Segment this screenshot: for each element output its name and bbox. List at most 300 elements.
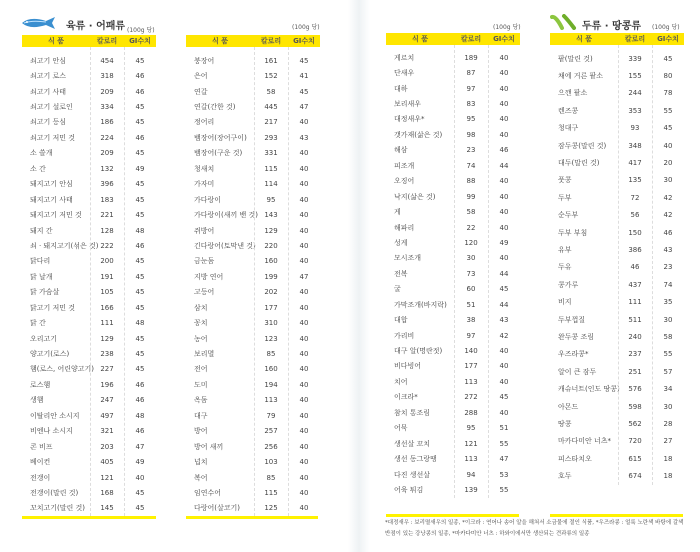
calories: 247: [100, 396, 114, 405]
column-divider: [90, 47, 91, 516]
gi-value: 45: [135, 288, 145, 297]
calories: 200: [100, 257, 114, 266]
food-name: 게르치: [394, 53, 415, 62]
calories: 220: [264, 241, 278, 250]
food-name: 닭 가슴살: [30, 288, 60, 297]
food-name: 뱀장어(구운 것): [194, 149, 243, 158]
table-row: [550, 120, 684, 137]
calorie-table-3: [386, 33, 520, 498]
calories: 115: [264, 164, 278, 173]
gi-value: 45: [499, 393, 509, 402]
gi-value: 58: [663, 332, 673, 341]
table-row: [186, 362, 320, 377]
unit-label: (100g 당): [493, 24, 521, 31]
gi-value: 40: [663, 141, 673, 150]
table-row: [550, 467, 684, 484]
food-name: 농어: [194, 334, 208, 343]
food-name: 방어 새끼: [194, 442, 224, 451]
calories: 72: [630, 193, 640, 202]
calories: 160: [264, 257, 278, 266]
food-name: 이탈리안 소시지: [30, 411, 80, 420]
table-row: [22, 285, 156, 300]
calories: 562: [628, 419, 642, 428]
gi-value: 46: [135, 396, 145, 405]
calories: 224: [100, 133, 114, 142]
calories: 183: [100, 195, 114, 204]
gi-value: 40: [499, 177, 509, 186]
calories: 177: [464, 362, 478, 371]
food-name: 전어: [194, 365, 208, 374]
food-name: 피스타치오: [558, 454, 592, 463]
food-name: 쥐방어: [194, 226, 215, 235]
calories: 161: [264, 56, 278, 65]
food-name: 땅콩: [558, 419, 572, 428]
column-divider: [288, 47, 289, 516]
table-row: [186, 130, 320, 145]
table-row: [22, 501, 156, 516]
calories: 209: [100, 149, 114, 158]
table-row: [550, 85, 684, 102]
table-row: [386, 390, 520, 405]
calories: 120: [464, 238, 478, 247]
gi-value: 40: [299, 458, 309, 467]
calories: 186: [100, 118, 114, 127]
gi-value: 40: [499, 53, 509, 62]
food-name: 전갱이(말린 것): [30, 488, 79, 497]
gi-value: 45: [135, 211, 145, 220]
calories: 196: [100, 380, 114, 389]
gi-value: 55: [663, 350, 673, 359]
calories: 129: [264, 226, 278, 235]
food-name: 다진 생선살: [394, 470, 431, 479]
calories: 121: [100, 473, 114, 482]
food-name: 양고기(로스): [30, 350, 70, 359]
table-row: [186, 501, 320, 516]
gi-value: 43: [663, 245, 673, 254]
calories: 396: [100, 180, 114, 189]
table-row: [22, 470, 156, 485]
calories: 140: [464, 347, 478, 356]
gi-value: 45: [663, 124, 673, 133]
table-row: [22, 238, 156, 253]
unit-label: (100g 당): [292, 24, 320, 31]
header-kcal: 칼로리: [624, 35, 646, 43]
food-name: 호두: [558, 472, 572, 481]
column-divider: [652, 45, 653, 485]
gi-value: 40: [299, 473, 309, 482]
unit-label: (100g 당): [127, 27, 155, 34]
calories: 160: [264, 365, 278, 374]
gi-value: 30: [663, 402, 673, 411]
food-name: 비엔나 소시지: [30, 427, 73, 436]
gi-value: 46: [135, 380, 145, 389]
gi-value: 40: [299, 257, 309, 266]
calories: 143: [264, 211, 278, 220]
table-row: [550, 433, 684, 450]
table-row: [550, 276, 684, 293]
gi-value: 40: [499, 208, 509, 217]
calories: 125: [264, 504, 278, 513]
calories: 445: [264, 103, 278, 112]
food-name: 돼지 간: [30, 226, 53, 235]
food-name: 모시조개: [394, 254, 422, 263]
gi-value: 40: [499, 84, 509, 93]
table-row: [550, 293, 684, 310]
gi-value: 45: [135, 118, 145, 127]
table-row: [186, 68, 320, 83]
table-row: [22, 454, 156, 469]
table-row: [22, 269, 156, 284]
calories: 155: [628, 72, 642, 81]
food-name: 전갱이: [30, 473, 51, 482]
food-name: 쇠고기 설로인: [30, 103, 73, 112]
food-name: 쇠고기 사태: [30, 87, 67, 96]
calories: 272: [464, 393, 478, 402]
gi-value: 40: [299, 303, 309, 312]
calories: 95: [266, 195, 276, 204]
calories: 113: [464, 455, 478, 464]
table-row: [386, 65, 520, 80]
gi-value: 34: [663, 385, 673, 394]
gi-value: 47: [135, 442, 145, 451]
gi-value: 45: [135, 272, 145, 281]
calories: 166: [100, 303, 114, 312]
food-name: 정어리: [194, 118, 215, 127]
calories: 720: [628, 437, 642, 446]
food-name: 쇠 · 돼지고기(섞은 것): [30, 241, 99, 250]
food-name: 쇠고기 로스: [30, 72, 67, 81]
food-name: 생햄: [30, 396, 44, 405]
gi-value: 18: [663, 472, 673, 481]
calories: 437: [628, 280, 642, 289]
food-name: 닭 간: [30, 319, 46, 328]
food-name: 어묵: [394, 424, 408, 433]
calories: 417: [628, 159, 642, 168]
calories: 177: [264, 303, 278, 312]
table-row: [550, 102, 684, 119]
table-row: [186, 192, 320, 207]
food-name: 낙지(삶은 것): [394, 192, 436, 201]
table-row: [550, 50, 684, 67]
table-row: [550, 328, 684, 345]
gi-value: 40: [135, 473, 145, 482]
calories: 386: [628, 245, 642, 254]
header-food: 식 품: [48, 37, 64, 45]
gi-value: 40: [499, 69, 509, 78]
table-row: [186, 177, 320, 192]
food-name: 돼지고기 안심: [30, 180, 73, 189]
gi-value: 44: [499, 161, 509, 170]
table-row: [386, 266, 520, 281]
food-name: 두부: [558, 193, 572, 202]
calories: 497: [100, 411, 114, 420]
calories: 321: [100, 427, 114, 436]
gi-value: 40: [499, 100, 509, 109]
table-row: [550, 346, 684, 363]
section-title-legumes-nuts: 두류 · 땅콩류: [582, 21, 642, 32]
unit-label: (100g 당): [652, 24, 680, 31]
calories: 87: [466, 69, 476, 78]
food-name: 비다빙어: [394, 362, 422, 371]
calories: 310: [264, 319, 278, 328]
yellow-rule: [186, 516, 318, 519]
table-row: [550, 311, 684, 328]
food-name: 삼치: [194, 303, 208, 312]
table-row: [22, 393, 156, 408]
table-row: [550, 67, 684, 84]
table-row: [186, 454, 320, 469]
table-row: [22, 223, 156, 238]
food-name: 로스햄: [30, 380, 51, 389]
gi-value: 45: [135, 257, 145, 266]
food-name: 잠두콩(말린 것): [558, 141, 607, 150]
gi-value: 45: [135, 488, 145, 497]
food-name: 뱀장어(장어구이): [194, 133, 247, 142]
food-name: 연갈: [194, 87, 208, 96]
calories: 405: [100, 458, 114, 467]
table-row: [22, 115, 156, 130]
table-row: [22, 84, 156, 99]
gi-value: 23: [663, 263, 673, 272]
food-name: 긴다랑어(토막낸 것): [194, 241, 256, 250]
gi-value: 46: [135, 72, 145, 81]
table-row: [22, 315, 156, 330]
calories: 111: [100, 319, 114, 328]
header-kcal: 칼로리: [96, 37, 118, 45]
table-row: [186, 53, 320, 68]
table-row: [186, 377, 320, 392]
food-name: 가리비: [394, 331, 415, 340]
gi-value: 40: [299, 195, 309, 204]
gi-value: 40: [299, 211, 309, 220]
table-row: [186, 408, 320, 423]
gi-value: 57: [663, 367, 673, 376]
calories: 111: [628, 298, 642, 307]
food-name: 해파리: [394, 223, 415, 232]
gi-value: 55: [499, 485, 509, 494]
table-row: [386, 343, 520, 358]
gi-value: 27: [663, 437, 673, 446]
gi-value: 48: [135, 411, 145, 420]
food-name: 쇠고기 저민 것: [30, 133, 76, 142]
table-row: [550, 189, 684, 206]
table-row: [386, 220, 520, 235]
table-header: [386, 33, 520, 45]
table-header: [550, 33, 684, 45]
gi-value: 46: [499, 146, 509, 155]
food-name: 팥(말린 것): [558, 54, 593, 63]
table-row: [186, 84, 320, 99]
table-row: [550, 398, 684, 415]
gi-value: 53: [499, 470, 509, 479]
calories: 93: [630, 124, 640, 133]
food-name: 참치 통조림: [394, 408, 431, 417]
table-row: [386, 174, 520, 189]
gi-value: 51: [499, 424, 509, 433]
food-name: 닭 날개: [30, 272, 53, 281]
food-name: 생선살 꼬치: [394, 439, 431, 448]
food-name: 청새치: [194, 164, 215, 173]
calories: 194: [264, 380, 278, 389]
gi-value: 45: [135, 350, 145, 359]
calories: 94: [466, 470, 476, 479]
calories: 353: [628, 106, 642, 115]
calories: 129: [100, 334, 114, 343]
gi-value: 35: [663, 298, 673, 307]
table-row: [386, 112, 520, 127]
food-name: 이크라*: [394, 393, 418, 402]
calories: 331: [264, 149, 278, 158]
table-row: [22, 177, 156, 192]
gi-value: 46: [135, 133, 145, 142]
food-name: 두유: [558, 263, 572, 272]
gi-value: 40: [499, 223, 509, 232]
calories: 88: [466, 177, 476, 186]
food-name: 지방 연어: [194, 272, 224, 281]
calories: 152: [264, 72, 278, 81]
calories: 209: [100, 87, 114, 96]
table-row: [186, 238, 320, 253]
header-food: 식 품: [576, 35, 592, 43]
food-name: 게: [394, 208, 401, 217]
fish-icon: [20, 16, 58, 30]
gi-value: 49: [135, 458, 145, 467]
header-gi: GI수치: [493, 35, 515, 43]
food-name: 알이 큰 잠두: [558, 367, 597, 376]
calories: 244: [628, 89, 642, 98]
calories: 98: [466, 130, 476, 139]
food-name: 은어: [194, 72, 208, 81]
table-row: [386, 143, 520, 158]
calories: 191: [100, 272, 114, 281]
gi-value: 40: [299, 118, 309, 127]
gi-value: 45: [299, 56, 309, 65]
food-name: 우즈라콩*: [558, 350, 589, 359]
gi-value: 40: [299, 288, 309, 297]
food-name: 옥돔: [194, 396, 208, 405]
table-row: [22, 362, 156, 377]
table-row: [550, 137, 684, 154]
table-row: [186, 346, 320, 361]
gi-value: 55: [499, 439, 509, 448]
table-row: [386, 158, 520, 173]
gi-value: 46: [135, 241, 145, 250]
calories: 79: [266, 411, 276, 420]
food-name: 붕장어: [194, 56, 215, 65]
gi-value: 40: [299, 396, 309, 405]
column-divider: [618, 45, 619, 485]
gi-value: 45: [135, 504, 145, 513]
yellow-rule: [22, 516, 156, 519]
food-name: 캐슈너트(인도 땅콩): [558, 385, 620, 394]
gi-value: 40: [499, 192, 509, 201]
calories: 123: [264, 334, 278, 343]
gi-value: 20: [663, 159, 673, 168]
calories: 132: [100, 164, 114, 173]
gi-value: 74: [663, 280, 673, 289]
calorie-table-1: [22, 35, 156, 516]
food-name: 치어: [394, 377, 408, 386]
food-name: 대구: [194, 411, 208, 420]
table-row: [22, 192, 156, 207]
food-name: 쇠고기 안심: [30, 56, 67, 65]
calories: 73: [466, 269, 476, 278]
calories: 85: [266, 473, 276, 482]
food-name: 순두부: [558, 211, 579, 220]
gi-value: 49: [499, 238, 509, 247]
calories: 95: [466, 115, 476, 124]
calories: 97: [466, 84, 476, 93]
gi-value: 45: [299, 87, 309, 96]
table-row: [186, 161, 320, 176]
gi-value: 40: [299, 504, 309, 513]
food-name: 굴: [394, 285, 401, 294]
gi-value: 42: [663, 193, 673, 202]
food-name: 꼬치고기(말린 것): [30, 504, 86, 513]
gi-value: 47: [299, 103, 309, 112]
food-name: 금눈돔: [194, 257, 215, 266]
food-name: 보리멸: [194, 350, 215, 359]
food-name: 소 쓸개: [30, 149, 53, 158]
header-gi: GI수치: [657, 35, 679, 43]
calories: 85: [266, 350, 276, 359]
gi-value: 48: [135, 319, 145, 328]
gi-value: 40: [499, 254, 509, 263]
gi-value: 47: [299, 272, 309, 281]
food-name: 렌즈콩: [558, 106, 579, 115]
calories: 121: [464, 439, 478, 448]
food-name: 단새우: [394, 69, 415, 78]
calories: 202: [264, 288, 278, 297]
food-name: 채에 거른 팥소: [558, 72, 604, 81]
food-name: 복어: [194, 473, 208, 482]
table-row: [22, 424, 156, 439]
table-row: [186, 269, 320, 284]
table-row: [186, 223, 320, 238]
calories: 288: [464, 408, 478, 417]
gi-value: 28: [663, 419, 673, 428]
food-name: 콘 비프: [30, 442, 53, 451]
gi-value: 46: [135, 427, 145, 436]
calories: 139: [464, 485, 478, 494]
gi-value: 40: [499, 130, 509, 139]
food-name: 유부: [558, 245, 572, 254]
gi-value: 40: [499, 115, 509, 124]
table-row: [550, 450, 684, 467]
food-name: 두부 부침: [558, 228, 588, 237]
calories: 237: [628, 350, 642, 359]
food-name: 전복: [394, 269, 408, 278]
table-row: [186, 315, 320, 330]
calories: 95: [466, 424, 476, 433]
calories: 203: [100, 442, 114, 451]
calories: 114: [264, 180, 278, 189]
food-name: 오리고기: [30, 334, 58, 343]
gi-value: 40: [299, 411, 309, 420]
calories: 58: [266, 87, 276, 96]
table-row: [22, 300, 156, 315]
table-row: [186, 254, 320, 269]
header-gi: GI수치: [129, 37, 151, 45]
table-row: [186, 115, 320, 130]
table-row: [386, 127, 520, 142]
gi-value: 40: [299, 488, 309, 497]
table-row: [186, 331, 320, 346]
food-name: 가자미: [194, 180, 215, 189]
table-row: [186, 424, 320, 439]
table-row: [22, 99, 156, 114]
calories: 199: [264, 272, 278, 281]
